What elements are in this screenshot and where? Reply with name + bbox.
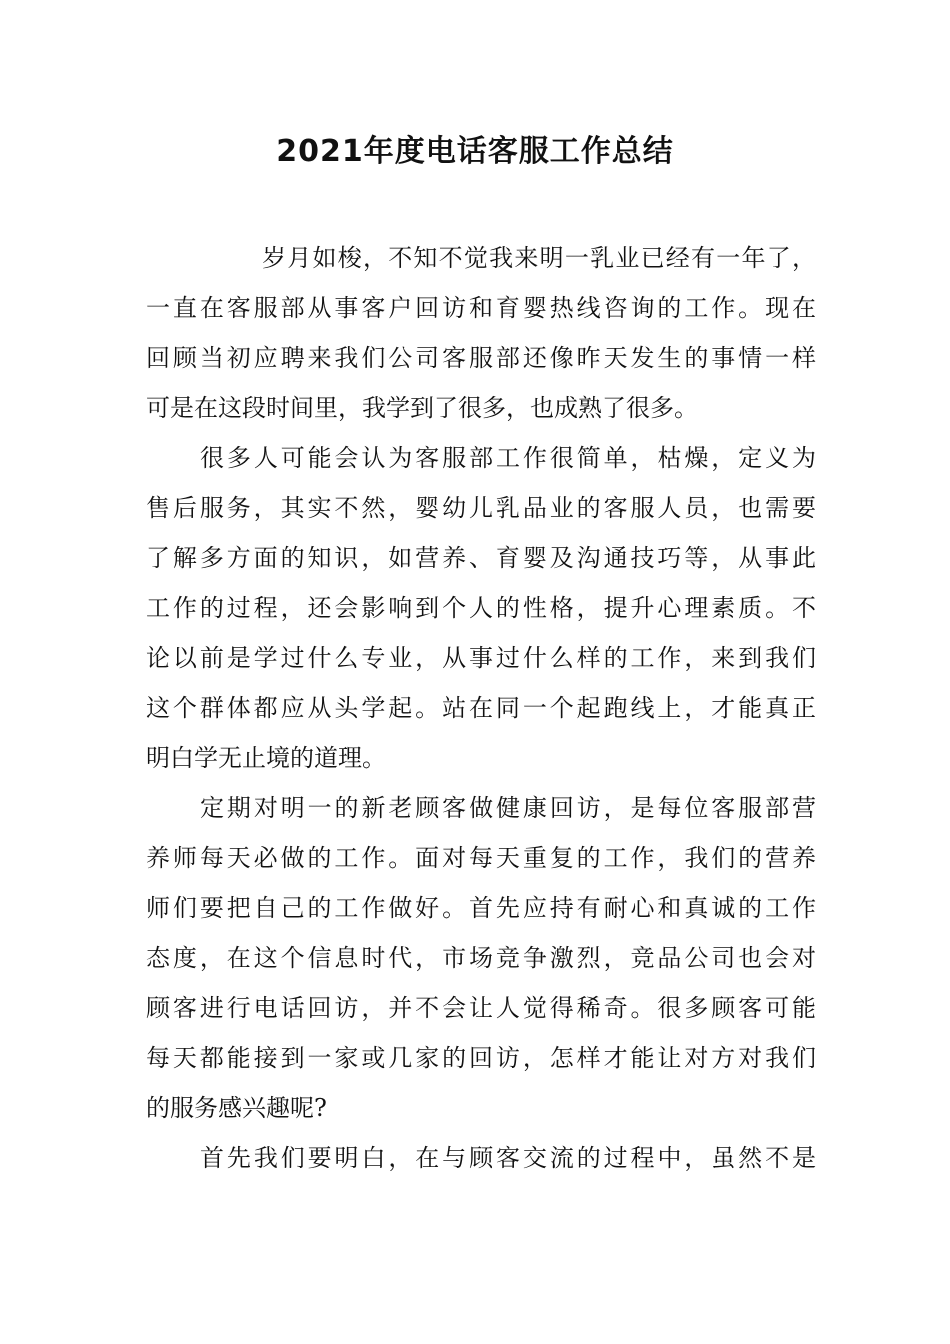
paragraph-line: 了解多方面的知识，如营养、育婴及沟通技巧等，从事此 (146, 544, 816, 572)
paragraph-line: 很多人可能会认为客服部工作很简单，枯燥，定义为 (200, 444, 816, 472)
paragraph-line: 师们要把自己的工作做好。首先应持有耐心和真诚的工作 (146, 894, 816, 922)
paragraph-line: 的服务感兴趣呢? (146, 1094, 327, 1122)
paragraph-line: 态度，在这个信息时代，市场竞争激烈，竞品公司也会对 (146, 944, 816, 972)
paragraph-line: 一直在客服部从事客户回访和育婴热线咨询的工作。现在 (146, 294, 816, 322)
paragraph-line: 这个群体都应从头学起。站在同一个起跑线上，才能真正 (146, 694, 816, 722)
paragraph-line: 定期对明一的新老顾客做健康回访，是每位客服部营 (200, 794, 816, 822)
paragraph-line: 养师每天必做的工作。面对每天重复的工作，我们的营养 (146, 844, 816, 872)
document-title: 2021年度电话客服工作总结 (276, 134, 674, 169)
paragraph-line: 首先我们要明白，在与顾客交流的过程中，虽然不是 (200, 1144, 816, 1172)
paragraph-line: 回顾当初应聘来我们公司客服部还像昨天发生的事情一样 (146, 344, 816, 372)
paragraph-line: 明白学无止境的道理。 (146, 744, 386, 772)
paragraph-line: 论以前是学过什么专业，从事过什么样的工作，来到我们 (146, 644, 816, 672)
paragraph-line: 岁月如梭，不知不觉我来明一乳业已经有一年了， (262, 244, 816, 272)
paragraph-line: 工作的过程，还会影响到个人的性格，提升心理素质。不 (146, 594, 816, 622)
paragraph-line: 可是在这段时间里，我学到了很多，也成熟了很多。 (146, 394, 698, 422)
paragraph-line: 每天都能接到一家或几家的回访，怎样才能让对方对我们 (146, 1044, 816, 1072)
paragraph-line: 顾客进行电话回访，并不会让人觉得稀奇。很多顾客可能 (146, 994, 816, 1022)
paragraph-line: 售后服务，其实不然，婴幼儿乳品业的客服人员，也需要 (146, 494, 816, 522)
